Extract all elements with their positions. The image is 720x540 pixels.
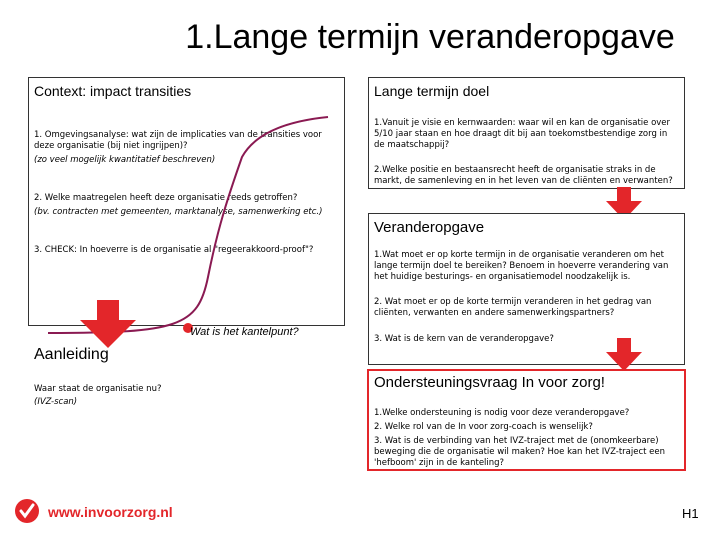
aanleiding-note bbox=[34, 397, 77, 408]
context-item-1-text: 1. Omgevingsanalyse: wat zijn de implicaties van de transities voor deze organisatie (bij niet ingrijpen)? bbox=[34, 130, 322, 151]
page-title: 1.Lange termijn veranderopgave bbox=[185, 18, 675, 56]
context-item-3: 3. CHECK: In hoeverre is de organisatie al "regeerakkoord-proof"? bbox=[34, 245, 314, 255]
arrow-down-icon bbox=[606, 338, 642, 372]
context-item-1-note-text: (zo veel mogelijk kwantitatief beschreven) bbox=[34, 155, 216, 165]
ondersteuning-heading: Ondersteuningsvraag In voor zorg! bbox=[374, 374, 605, 391]
transition-curve bbox=[28, 77, 343, 337]
aanleiding-note-text: (IVZ-scan) bbox=[34, 397, 78, 407]
ondersteuning-item-1: 1.Welke ondersteuning is nodig voor deze veranderopgave? bbox=[374, 408, 630, 418]
doel-item-2: 2.Welke positie en bestaansrecht heeft de organisatie straks in de markt, de samenleving en in het leven van de cliënten en verwanten? bbox=[374, 165, 673, 186]
ondersteuning-item-2: 2. Welke rol van de In voor zorg-coach is wenselijk? bbox=[374, 422, 593, 432]
ondersteuning-item-3: 3. Wat is de verbinding van het IVZ-traject met de (onomkeerbare) beweging die de organisatie wil maken? Hoe kan het IVZ-traject een 'hefboom' zijn in de kanteling? bbox=[374, 436, 666, 468]
footer-url[interactable]: www.invoorzorg.nl bbox=[48, 504, 173, 520]
doel-heading: Lange termijn doel bbox=[374, 83, 490, 99]
veranderopgave-heading: Veranderopgave bbox=[374, 219, 485, 236]
arrow-down-icon bbox=[78, 300, 138, 350]
invoorzorg-logo-icon bbox=[14, 498, 40, 524]
kantelpunt-label: Wat is het kantelpunt? bbox=[190, 326, 299, 338]
context-item-2: 2. Welke maatregelen heeft deze organisatie reeds getroffen? bbox=[34, 193, 298, 203]
doel-item-1: 1.Vanuit je visie en kernwaarden: waar wil en kan de organisatie over 5/10 jaar staan en hoe draagt dit bij aan toekomstbestendige zorg in de maatschappij? bbox=[374, 118, 671, 150]
page-number: H1 bbox=[682, 506, 699, 521]
aanleiding-question: Waar staat de organisatie nu? bbox=[34, 384, 162, 394]
context-item-2-note-text: (bv. contracten met gemeenten, marktanalyse, samenwerking etc.) bbox=[34, 207, 323, 217]
aanleiding-heading: Aanleiding bbox=[34, 346, 109, 363]
veranderopgave-item-2: 2. Wat moet er op de korte termijn veranderen in het gedrag van cliënten, verwanten en andere samenwerkingspartners? bbox=[374, 297, 652, 318]
veranderopgave-item-3: 3. Wat is de kern van de veranderopgave? bbox=[374, 334, 554, 344]
context-heading: Context: impact transities bbox=[34, 83, 192, 99]
veranderopgave-item-1: 1.Wat moet er op korte termijn in de organisatie veranderen om het lange termijn doel te bereiken? Benoem in hoeverre verandering van het huidige besturings- en organisatiemodel noodzakelijk is. bbox=[374, 250, 669, 282]
